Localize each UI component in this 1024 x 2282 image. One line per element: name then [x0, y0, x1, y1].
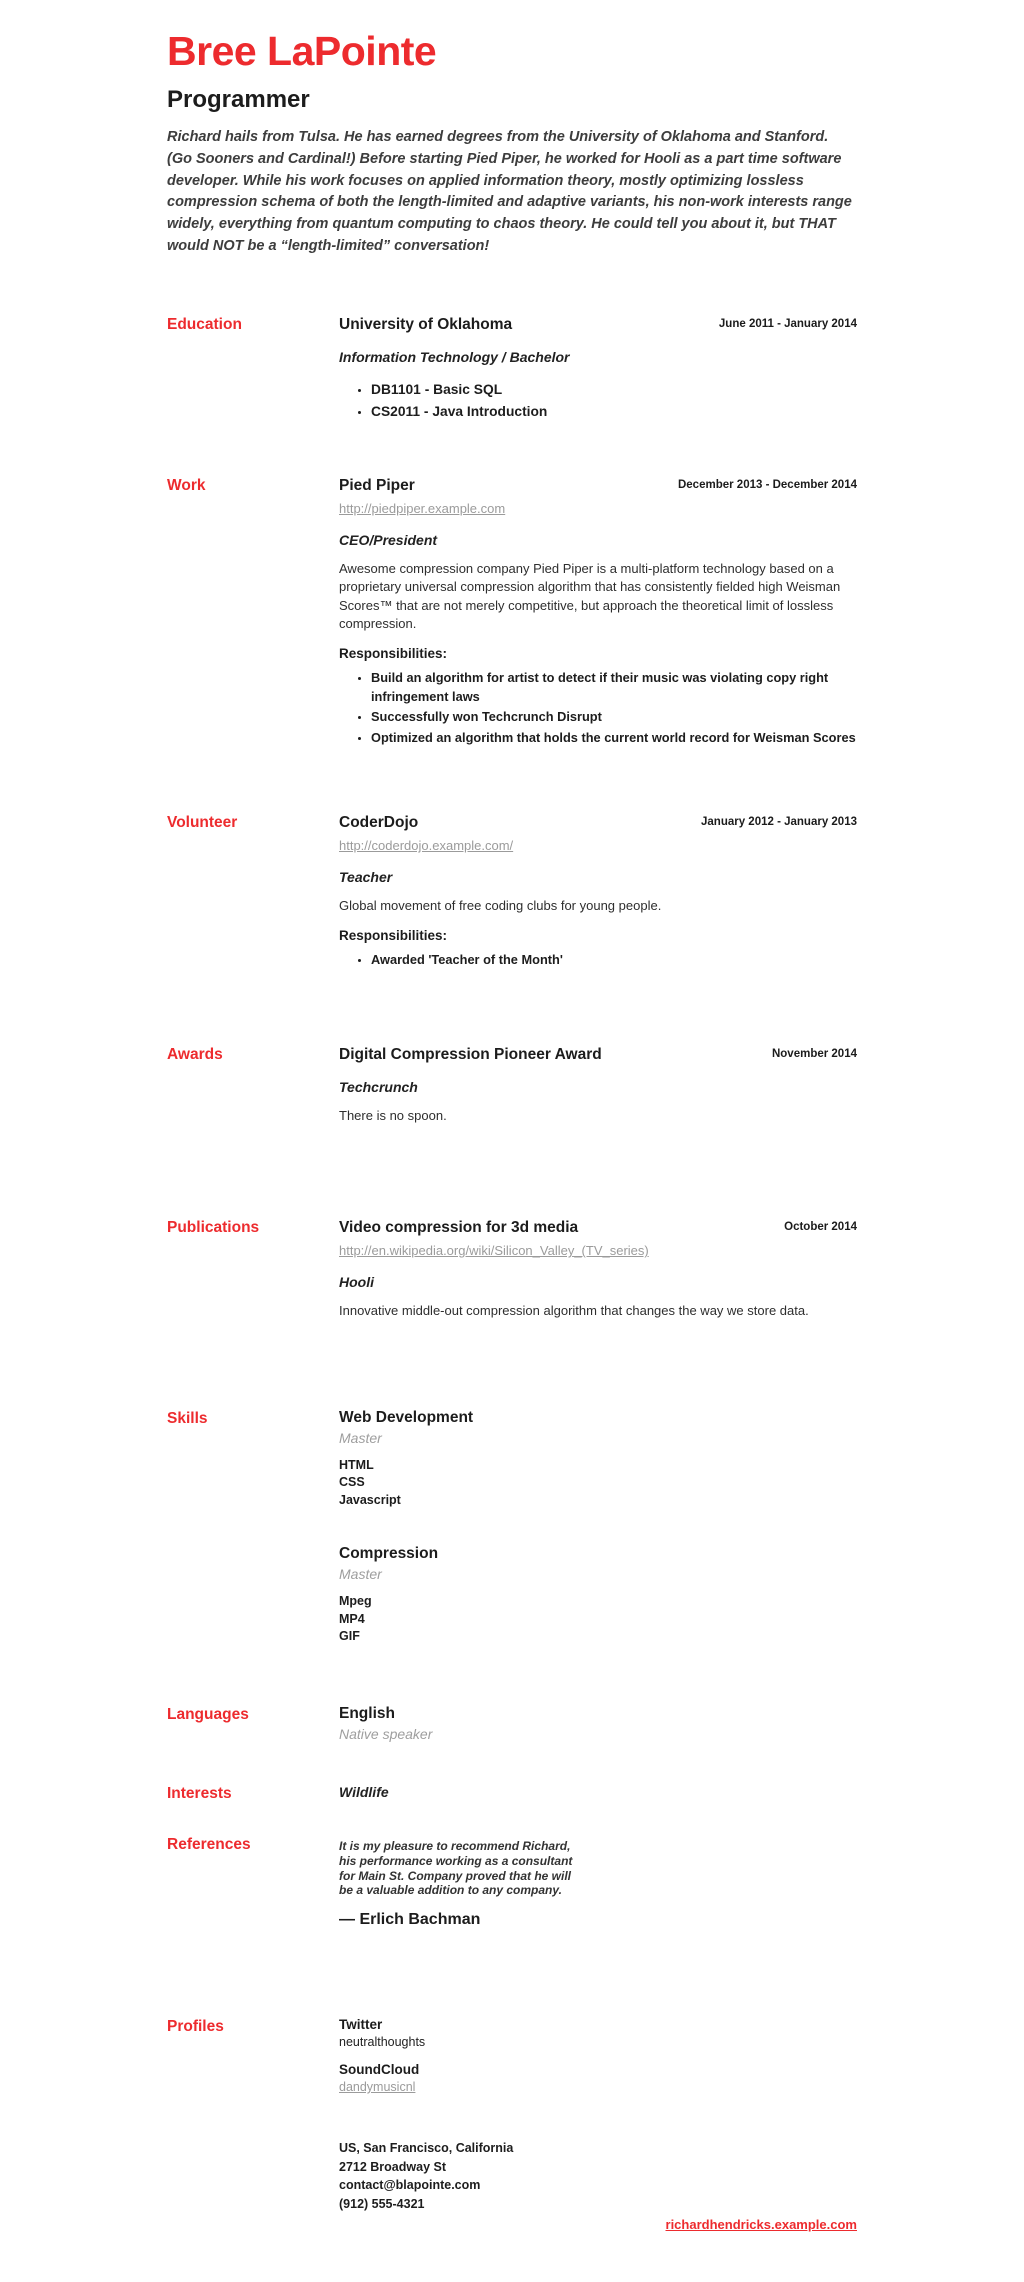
skill-keyword: HTML [339, 1457, 374, 1472]
contact-phone: (912) 555-4321 [339, 2196, 425, 2211]
section-skills [167, 1409, 857, 1646]
work-highlight: • Build an algorithm for artist to detect if their music was violating copy right infringement laws [371, 669, 857, 706]
skill-keyword: CSS [339, 1475, 365, 1490]
reference-name: — Erlich Bachman [339, 1911, 481, 1929]
education-course: • DB1101 - Basic SQL [371, 379, 857, 401]
education-date-range: June 2011 - January 2014 [718, 317, 857, 330]
skill-keyword: MP4 [339, 1611, 365, 1626]
publications-section-label: Publications [167, 1219, 260, 1237]
volunteer-organization: CoderDojo [339, 814, 419, 832]
person-summary: Richard hails from Tulsa. He has earned degrees from the University of Oklahoma and Stanford. (Go Sooners and Cardinal!) Before starting Pied Piper, he worked for Hooli as a part time software developer. While his work focuses on applied information theory, mostly optimizing lossless compression schema of both the length-limited and adaptive variants, his non-work interests range widely, everything from quantum computing to chaos theory. He could tell you about it, but THAT would NOT be a “length-limited” conversation! [167, 129, 852, 255]
volunteer-highlight: • Awarded 'Teacher of the Month' [371, 951, 857, 969]
contact-location: US, San Francisco, California [339, 2141, 514, 2156]
work-highlights-label: Responsibilities: [339, 646, 448, 662]
volunteer-date-range: January 2012 - January 2013 [701, 816, 857, 829]
contact-block [339, 2139, 857, 2213]
work-summary: Awesome compression company Pied Piper is a multi-platform technology based on a proprietary universal compression algorithm that has consistently fielded high Weisman Scores™ that are not merely competitive, but approach the theoretical limit of lossless compression. [339, 560, 841, 632]
skill-keyword: Javascript [339, 1492, 401, 1507]
skill-keyword: GIF [339, 1629, 360, 1644]
interest-name: Wildlife [339, 1783, 389, 1800]
skill-item [339, 1409, 857, 1510]
work-section-label: Work [167, 476, 206, 494]
publication-website-link[interactable]: http://en.wikipedia.org/wiki/Silicon_Valley_(TV_series) [339, 1243, 649, 1259]
award-awarder: Techcrunch [339, 1078, 418, 1095]
work-highlight-list [339, 669, 857, 747]
skills-section-label: Skills [167, 1409, 208, 1427]
section-profiles [167, 2017, 857, 2094]
section-education [167, 315, 857, 423]
language-fluency: Native speaker [339, 1725, 433, 1742]
contact-email: contact@blapointe.com [339, 2178, 481, 2193]
skill-name: Web Development [339, 1408, 474, 1426]
profile-username-link[interactable]: dandymusicnl [339, 2080, 416, 2095]
award-date: November 2014 [771, 1047, 857, 1060]
volunteer-position: Teacher [339, 869, 393, 886]
work-position: CEO/President [339, 531, 438, 548]
person-name: Bree LaPointe [167, 28, 437, 74]
work-company: Pied Piper [339, 476, 415, 494]
education-course: • CS2011 - Java Introduction [371, 401, 857, 423]
award-title: Digital Compression Pioneer Award [339, 1045, 602, 1063]
award-summary: There is no spoon. [339, 1107, 447, 1123]
skill-keyword-list [339, 1593, 857, 1646]
skill-item [339, 1545, 857, 1646]
profile-network: Twitter [339, 2017, 383, 2033]
education-course-list [339, 379, 857, 423]
work-date-range: December 2013 - December 2014 [677, 478, 857, 491]
publication-title: Video compression for 3d media [339, 1219, 579, 1237]
volunteer-highlights-label: Responsibilities: [339, 928, 448, 944]
volunteer-section-label: Volunteer [167, 814, 238, 832]
education-section-label: Education [167, 315, 242, 333]
resume-header [167, 30, 857, 258]
skill-name: Compression [339, 1545, 439, 1563]
languages-section-label: Languages [167, 1705, 249, 1723]
education-degree: Information Technology / Bachelor [339, 348, 570, 365]
section-awards [167, 1045, 857, 1138]
profile-item [339, 2062, 857, 2094]
volunteer-summary: Global movement of free coding clubs for young people. [339, 898, 662, 914]
work-highlight: • Optimized an algorithm that holds the current world record for Weisman Scores [371, 729, 857, 747]
section-contact [167, 2139, 857, 2213]
resume-page [167, 0, 857, 2282]
section-references [167, 1835, 857, 1930]
skill-level: Master [339, 1429, 382, 1446]
education-institution: University of Oklahoma [339, 315, 513, 333]
footer-link-row [167, 2216, 857, 2234]
profile-username: neutralthoughts [339, 2035, 426, 2050]
work-highlight: • Successfully won Techcrunch Disrupt [371, 708, 857, 726]
work-website-link[interactable]: http://piedpiper.example.com [339, 500, 506, 516]
interests-section-label: Interests [167, 1784, 232, 1802]
section-languages [167, 1705, 857, 1742]
section-work [167, 476, 857, 747]
contact-address: 2712 Broadway St [339, 2159, 446, 2174]
profile-network: SoundCloud [339, 2062, 420, 2078]
section-volunteer [167, 813, 857, 970]
publication-publisher: Hooli [339, 1274, 374, 1291]
publication-date: October 2014 [784, 1221, 857, 1234]
section-interests [167, 1784, 857, 1804]
volunteer-website-link[interactable]: http://coderdojo.example.com/ [339, 838, 514, 854]
person-role: Programmer [167, 86, 310, 114]
skill-level: Master [339, 1566, 382, 1583]
profiles-section-label: Profiles [167, 2018, 224, 2036]
reference-quote: It is my pleasure to recommend Richard, his performance working as a consultant for Main St. Company proved that he will be a valuable addition to any company. [339, 1838, 573, 1898]
personal-website-link[interactable]: richardhendricks.example.com [665, 2216, 857, 2232]
publication-summary: Innovative middle-out compression algorithm that changes the way we store data. [339, 1303, 809, 1319]
profile-item [339, 2017, 857, 2049]
skill-keyword: Mpeg [339, 1594, 372, 1609]
skill-keyword-list [339, 1457, 857, 1510]
references-section-label: References [167, 1835, 251, 1853]
awards-section-label: Awards [167, 1045, 223, 1063]
volunteer-highlight-list [339, 951, 857, 969]
language-name: English [339, 1704, 395, 1722]
section-publications [167, 1218, 857, 1333]
